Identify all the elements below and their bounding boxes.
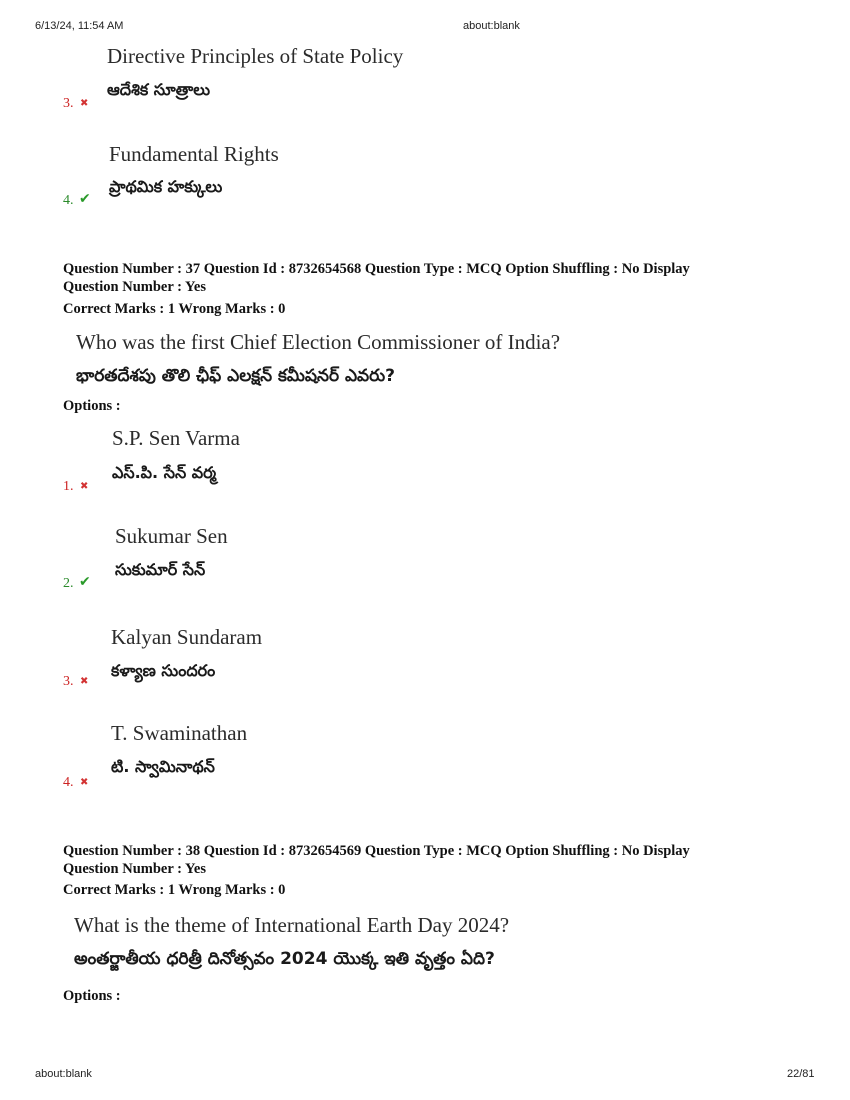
question-telugu-text: భారతదేశపు తొలి ఛీఫ్ ఎలక్షన్ కమీషనర్ ఎవరు? bbox=[76, 366, 395, 386]
print-datetime: 6/13/24, 11:54 AM bbox=[35, 20, 124, 32]
options-label: Options : bbox=[63, 988, 121, 1004]
option-number: 3. bbox=[63, 96, 74, 111]
option-number: 1. bbox=[63, 479, 74, 494]
cross-icon: ✖ bbox=[80, 777, 89, 788]
option-telugu-text: కళ్యాణ సుందరం bbox=[111, 661, 216, 680]
option-english-text: T. Swaminathan bbox=[111, 721, 248, 745]
option-telugu-text: సుకుమార్ సేన్ bbox=[115, 560, 206, 579]
question-meta-line: Question Number : Yes bbox=[63, 861, 206, 877]
option-english-text: Kalyan Sundaram bbox=[111, 625, 263, 649]
question-marks-line: Correct Marks : 1 Wrong Marks : 0 bbox=[63, 301, 286, 317]
question-meta-line: Question Number : Yes bbox=[63, 279, 206, 295]
print-footer-url: about:blank bbox=[35, 1068, 92, 1080]
option-number: 2. bbox=[63, 576, 74, 591]
question-meta-line: Question Number : 37 Question Id : 8732654568 Question Type : MCQ Option Shuffling : No Display bbox=[63, 261, 690, 277]
option-number: 4. bbox=[63, 775, 74, 790]
print-page-number: 22/81 bbox=[787, 1068, 815, 1080]
option-english-text: Sukumar Sen bbox=[115, 524, 228, 548]
question-telugu-text: అంతర్జాతీయ ధరిత్రీ దినోత్సవం 2024 యొక్క ఇతి వృత్తం ఏది? bbox=[74, 949, 495, 969]
option-telugu-text: టి. స్వామినాథన్ bbox=[111, 757, 215, 776]
option-english-text: Fundamental Rights bbox=[109, 142, 279, 166]
option-english-text: Directive Principles of State Policy bbox=[107, 44, 404, 68]
cross-icon: ✖ bbox=[80, 98, 89, 109]
option-english-text: S.P. Sen Varma bbox=[112, 426, 240, 450]
option-telugu-text: ఆదేశిక సూత్రాలు bbox=[107, 80, 211, 99]
question-english-text: What is the theme of International Earth Day 2024? bbox=[74, 913, 510, 937]
option-number: 3. bbox=[63, 674, 74, 689]
print-page-title: about:blank bbox=[463, 20, 520, 32]
question-english-text: Who was the first Chief Election Commissioner of India? bbox=[76, 330, 561, 354]
check-icon: ✔ bbox=[79, 574, 91, 590]
options-label: Options : bbox=[63, 398, 121, 414]
cross-icon: ✖ bbox=[80, 481, 89, 492]
question-marks-line: Correct Marks : 1 Wrong Marks : 0 bbox=[63, 882, 286, 898]
question-meta-line: Question Number : 38 Question Id : 8732654569 Question Type : MCQ Option Shuffling : No Display bbox=[63, 843, 690, 859]
option-number: 4. bbox=[63, 193, 74, 208]
cross-icon: ✖ bbox=[80, 676, 89, 687]
option-telugu-text: ఎస్.పి. సేన్ వర్మ bbox=[112, 463, 217, 482]
check-icon: ✔ bbox=[79, 191, 91, 207]
option-telugu-text: ప్రాథమిక హక్కులు bbox=[109, 177, 223, 196]
